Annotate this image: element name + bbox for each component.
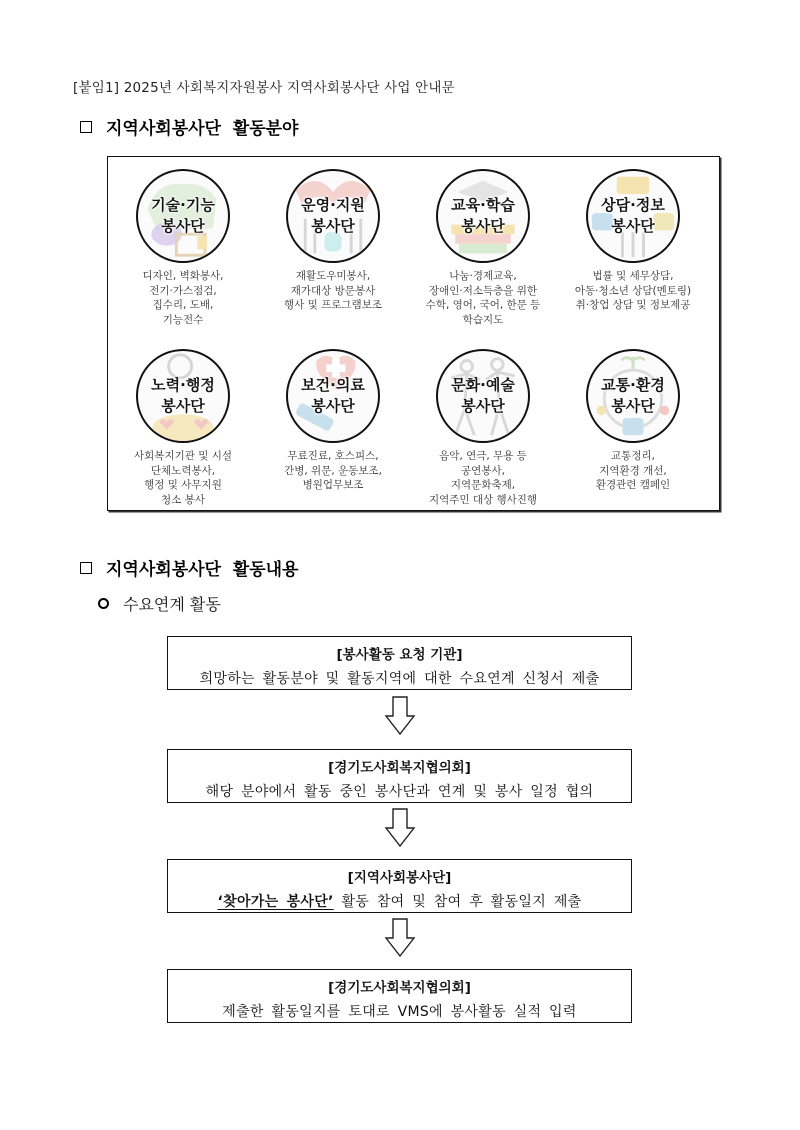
flow-step-heading: [경기도사회복지협의회] [328, 980, 471, 996]
field-description: 사회복지기관 및 시설 단체노력봉사, 행정 및 사무지원 청소 봉사 [134, 450, 232, 506]
flow-step-council-matching [167, 749, 632, 803]
flow-step-volunteer-group [167, 859, 632, 913]
field-operation-support [258, 169, 408, 313]
section-title-fields [80, 114, 298, 139]
flow-step-heading: [봉사활동 요청 기관] [336, 647, 463, 663]
field-description: 교통정리, 지역환경 개선, 환경관련 캠페인 [595, 450, 671, 491]
square-bullet-icon [80, 121, 92, 133]
activity-fields-panel [107, 156, 720, 511]
field-name-suffix: 봉사단 [161, 397, 205, 415]
flow-step-text: 희망하는 활동분야 및 활동지역에 대한 수요연계 신청서 제출 [199, 671, 600, 687]
field-name-suffix: 봉사단 [611, 217, 655, 235]
field-name-suffix: 봉사단 [311, 397, 355, 415]
field-name-suffix: 봉사단 [161, 217, 205, 235]
field-name: 기술·기능 [151, 196, 215, 214]
field-name-suffix: 봉사단 [461, 217, 505, 235]
field-name: 교통·환경 [601, 376, 665, 394]
field-culture-arts [408, 349, 558, 507]
field-name-suffix: 봉사단 [611, 397, 655, 415]
square-bullet-icon [80, 562, 92, 574]
section-title-text: 지역사회봉사단 활동분야 [106, 119, 299, 139]
field-name-suffix: 봉사단 [311, 217, 355, 235]
field-name: 교육·학습 [451, 196, 515, 214]
section-title-activities [80, 555, 298, 580]
field-badge [586, 349, 680, 443]
flow-step-text: ‘찾아가는 봉사단’ 활동 참여 및 참여 후 활동일지 제출 [217, 894, 582, 910]
down-arrow-icon [384, 918, 416, 958]
field-description: 법률 및 세무상담, 아동·청소년 상담(멘토링) 취·창업 상담 및 정보제공 [574, 270, 692, 311]
field-tech-skill [108, 169, 258, 327]
field-health-medical [258, 349, 408, 493]
section-title-text: 지역사회봉사단 활동내용 [106, 560, 299, 580]
emphasized-program-name: ‘찾아가는 봉사단’ [217, 894, 334, 910]
field-description: 나눔·경제교육, 장애인·저소득층을 위한 수학, 영어, 국어, 한문 등 학습지도 [425, 270, 541, 326]
field-badge [286, 349, 380, 443]
field-description: 재활도우미봉사, 재가대상 방문봉사 행사 및 프로그램보조 [284, 270, 382, 311]
flow-step-text: 해당 분야에서 활동 중인 봉사단과 연계 및 봉사 일정 협의 [205, 784, 594, 800]
field-description: 디자인, 벽화봉사, 전기·가스점검, 집수리, 도배, 기능전수 [142, 270, 224, 326]
flow-step-text: 제출한 활동일지를 토대로 VMS에 봉사활동 실적 입력 [222, 1004, 577, 1020]
flow-step-heading: [경기도사회복지협의회] [328, 760, 471, 776]
field-badge [436, 349, 530, 443]
field-labor-admin [108, 349, 258, 507]
field-badge [586, 169, 680, 263]
attachment-header: [붙임1] 2025년 사회복지자원봉사 지역사회봉사단 사업 안내문 [73, 80, 455, 96]
field-name-suffix: 봉사단 [461, 397, 505, 415]
field-name: 보건·의료 [301, 376, 365, 394]
field-badge [286, 169, 380, 263]
field-badge [136, 349, 230, 443]
field-badge [136, 169, 230, 263]
circle-bullet-icon [98, 598, 109, 609]
subsection-title [98, 592, 221, 615]
field-badge [436, 169, 530, 263]
field-description: 음악, 연극, 무용 등 공연봉사, 지역문화축제, 지역주민 대상 행사진행 [428, 450, 538, 506]
flow-step-request-org [167, 636, 632, 690]
down-arrow-icon [384, 808, 416, 848]
subsection-title-text: 수요연계 활동 [123, 595, 221, 614]
field-description: 무료진료, 호스피스, 간병, 위문, 운동보조, 병원업무보조 [284, 450, 382, 491]
field-traffic-environment [558, 349, 708, 493]
field-name: 노력·행정 [151, 376, 215, 394]
field-name: 문화·예술 [451, 376, 515, 394]
field-counseling-info [558, 169, 708, 313]
field-education-learning [408, 169, 558, 327]
flow-step-council-vms-entry [167, 969, 632, 1023]
field-name: 운영·지원 [301, 196, 365, 214]
field-name: 상담·정보 [601, 196, 665, 214]
flow-step-heading: [지역사회봉사단] [347, 870, 452, 886]
down-arrow-icon [384, 696, 416, 736]
